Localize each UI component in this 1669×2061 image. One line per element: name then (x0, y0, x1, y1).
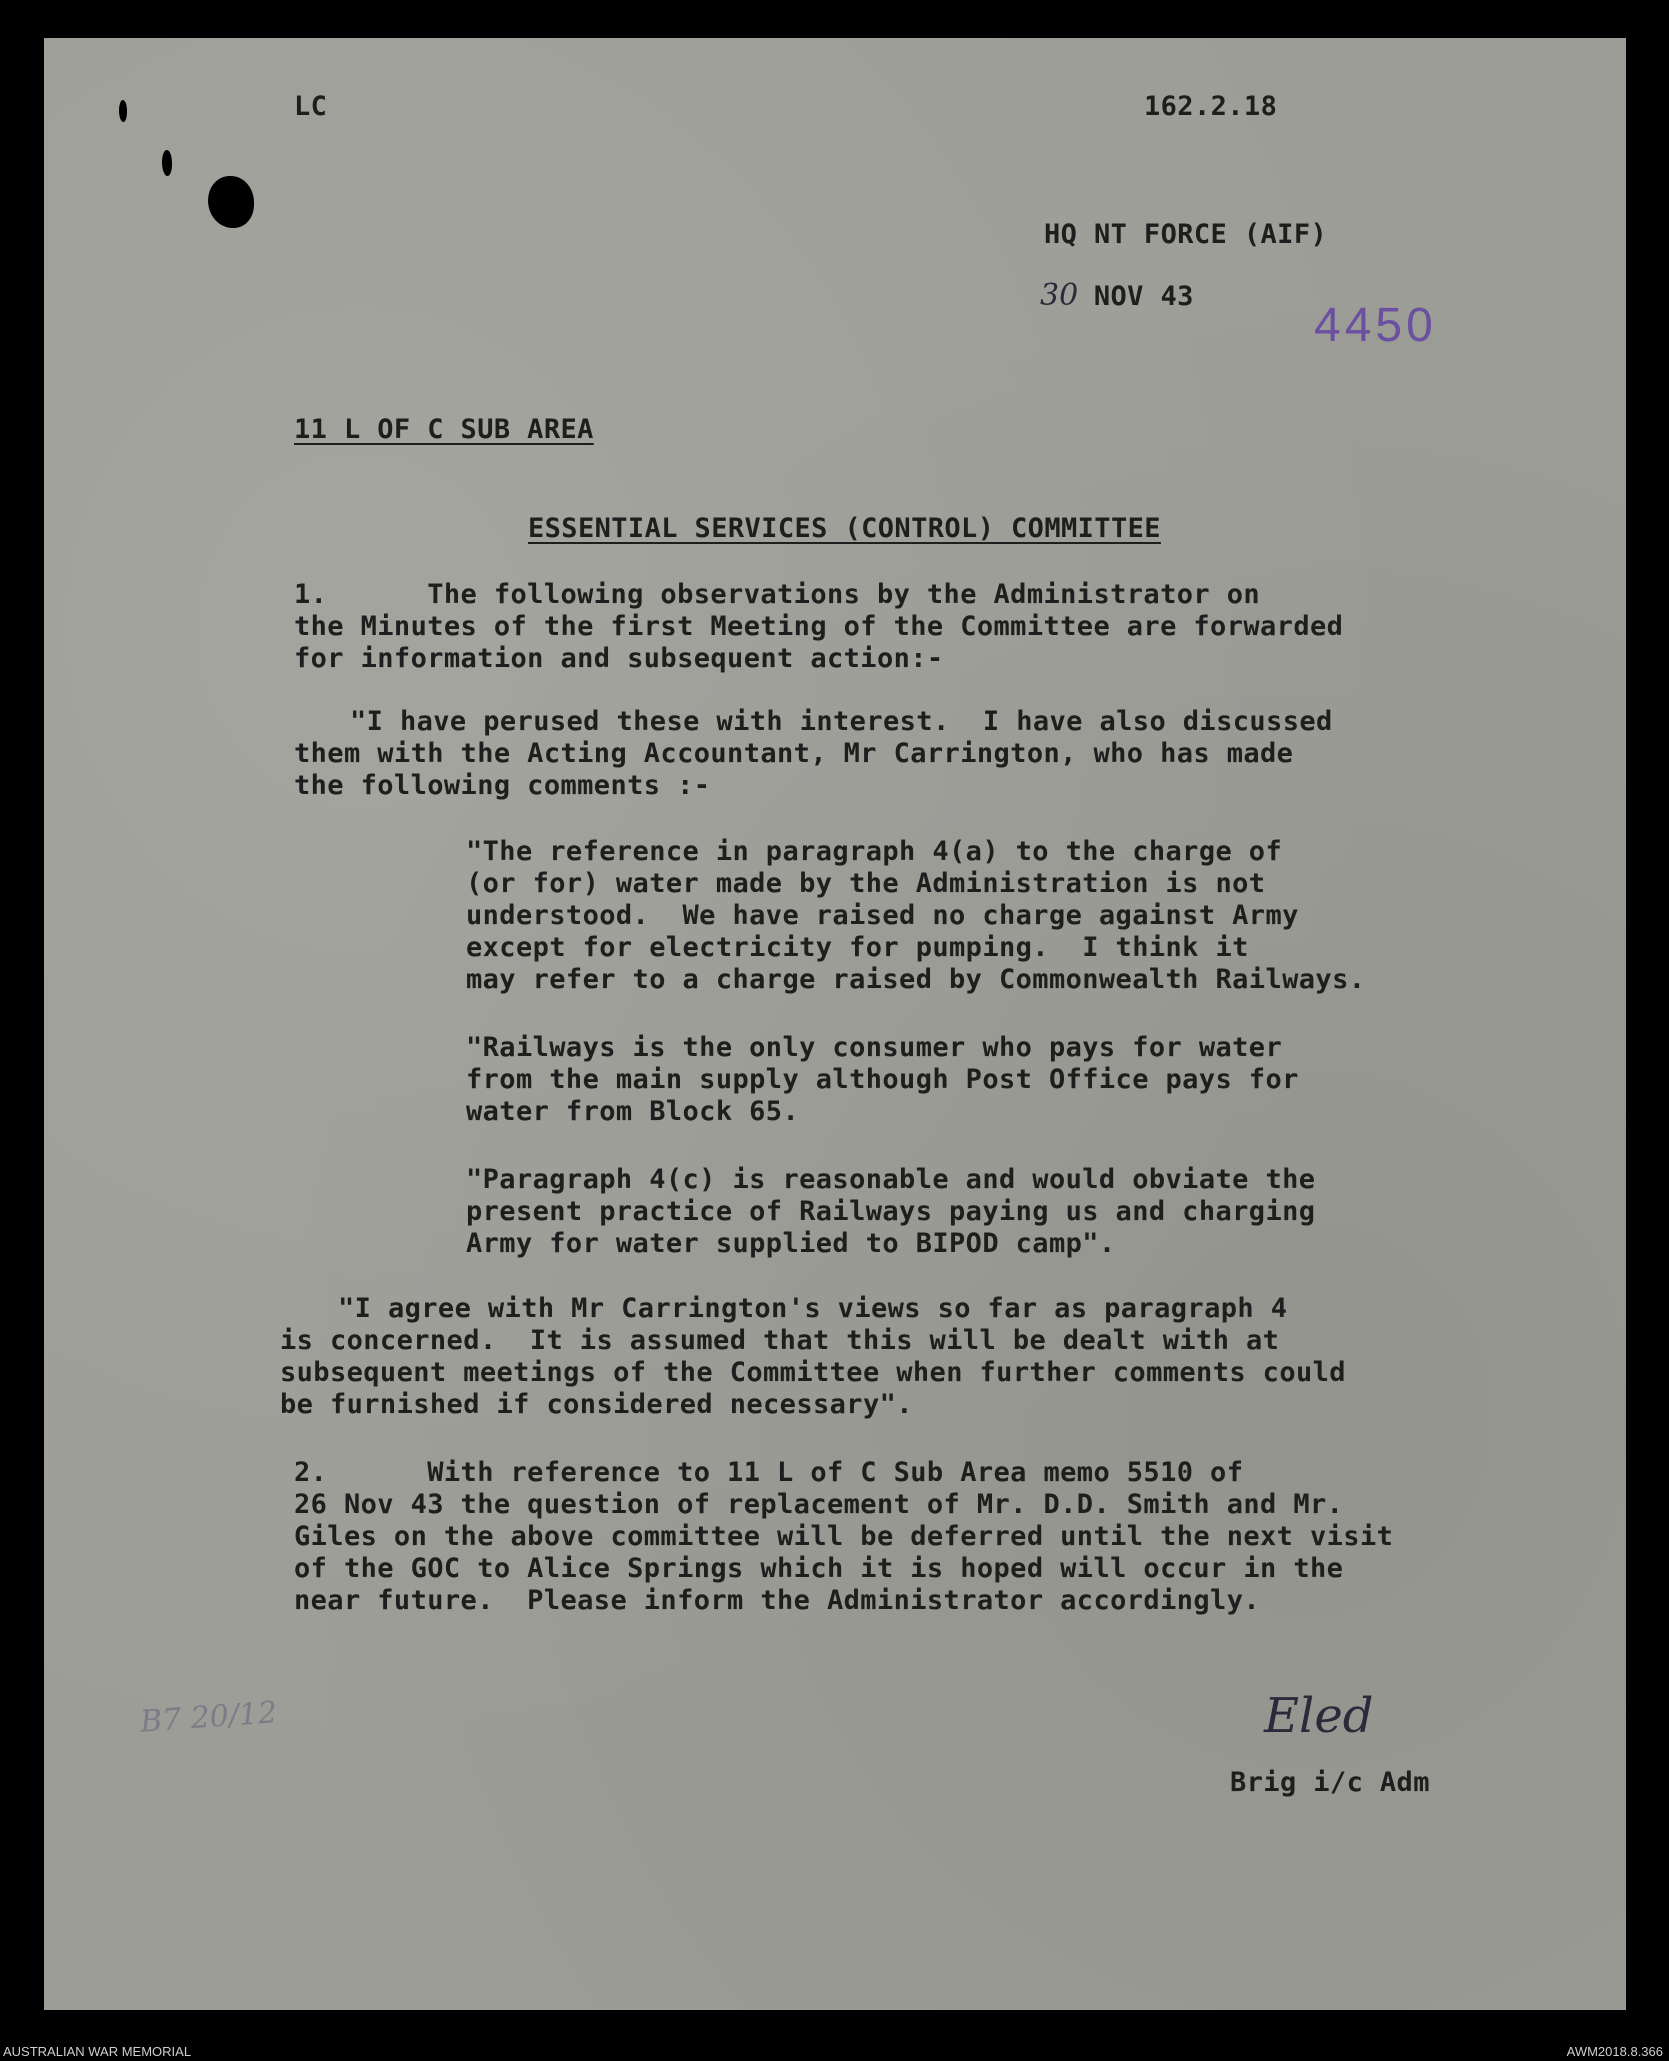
text-line: 2. With reference to 11 L of C Sub Area memo 5510 of (294, 1457, 1244, 1488)
text-line: Army for water supplied to BIPOD camp". (466, 1228, 1116, 1259)
text-line: for information and subsequent action:- (294, 643, 944, 674)
footer-accession: AWM2018.8.366 (1566, 2044, 1663, 2059)
ref-left: LC (294, 91, 328, 122)
text-line: the following comments :- (294, 770, 711, 801)
footer-institution: AUSTRALIAN WAR MEMORIAL (3, 2044, 192, 2059)
text-line: of the GOC to Alice Springs which it is hoped will occur in the (294, 1553, 1344, 1584)
text-line: 26 Nov 43 the question of replacement of Mr. D.D. Smith and Mr. (294, 1489, 1344, 1520)
text-line: "Railways is the only consumer who pays for water (466, 1032, 1283, 1063)
date-month-year: NOV 43 (1093, 281, 1194, 312)
file-number: 162.2.18 (1144, 91, 1278, 122)
signature: Eled (1264, 1688, 1374, 1744)
text-line: them with the Acting Accountant, Mr Carrington, who has made (294, 738, 1294, 769)
text-line: may refer to a charge raised by Commonwealth Railways. (466, 964, 1366, 995)
text-line: "The reference in paragraph 4(a) to the charge of (466, 836, 1283, 867)
text-line: Giles on the above committee will be deferred until the next visit (294, 1521, 1394, 1552)
document-page (44, 38, 1626, 2010)
text-line: (or for) water made by the Administration is not (466, 868, 1266, 899)
date-day-handwritten: 30 (1040, 278, 1079, 313)
text-line: except for electricity for pumping. I think it (466, 932, 1249, 963)
pencil-annotation: B7 20/12 (138, 1695, 279, 1740)
text-line: present practice of Railways paying us and charging (466, 1196, 1316, 1227)
sender: HQ NT FORCE (AIF) (1044, 219, 1328, 250)
subject: ESSENTIAL SERVICES (CONTROL) COMMITTEE (528, 513, 1161, 544)
punch-hole-small (162, 150, 172, 176)
text-line: subsequent meetings of the Committee when further comments could (280, 1357, 1346, 1388)
text-line: "I agree with Mr Carrington's views so far as paragraph 4 (338, 1293, 1288, 1324)
text-line: near future. Please inform the Administrator accordingly. (294, 1585, 1261, 1616)
text-line: 1. The following observations by the Administrator on (294, 579, 1261, 610)
date-line (1040, 278, 1194, 313)
text-line: be furnished if considered necessary". (280, 1389, 913, 1420)
text-line: water from Block 65. (466, 1096, 800, 1127)
text-line: "Paragraph 4(c) is reasonable and would obviate the (466, 1164, 1316, 1195)
text-line: from the main supply although Post Office pays for (466, 1064, 1299, 1095)
text-line: is concerned. It is assumed that this will be dealt with at (280, 1325, 1280, 1356)
punch-hole-small (119, 100, 127, 122)
text-line: the Minutes of the first Meeting of the Committee are forwarded (294, 611, 1344, 642)
text-line: understood. We have raised no charge against Army (466, 900, 1299, 931)
signatory-title: Brig i/c Adm (1230, 1767, 1430, 1798)
registry-stamp: 4450 (1314, 299, 1437, 352)
addressee: 11 L OF C SUB AREA (294, 414, 594, 445)
text-line: "I have perused these with interest. I have also discussed (350, 706, 1333, 737)
punch-hole (208, 176, 254, 228)
